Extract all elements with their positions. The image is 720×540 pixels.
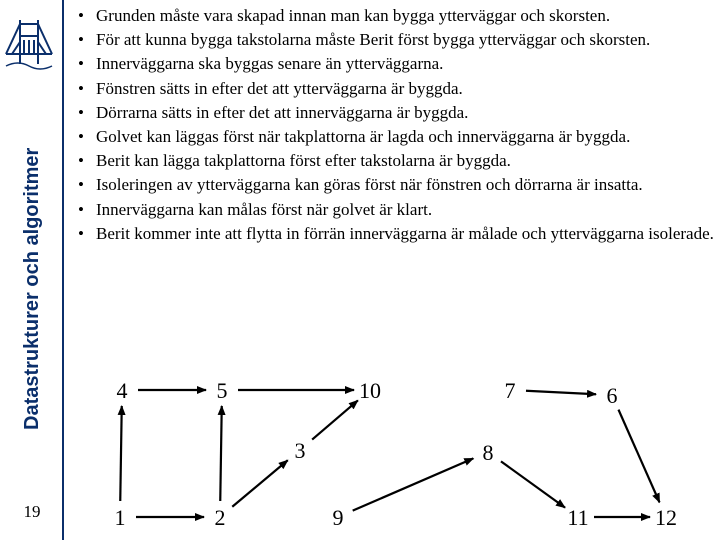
node-1: 1 — [114, 505, 126, 530]
edge-7-6 — [526, 391, 596, 394]
node-6: 6 — [606, 383, 618, 408]
node-10: 10 — [359, 378, 381, 403]
bullet-item: • Berit kommer inte att flytta in förrän innerväggarna är målade och ytterväggarna isolerade. — [74, 222, 714, 246]
node-5: 5 — [216, 378, 228, 403]
node-8: 8 — [482, 440, 494, 465]
bullet-item: • Dörrarna sätts in efter det att innerväggarna är byggda. — [74, 101, 714, 125]
bullet-item: • Berit kan lägga takplattorna först efter takstolarna är byggda. — [74, 149, 714, 173]
edge-6-12 — [618, 410, 659, 503]
node-2: 2 — [214, 505, 226, 530]
slide-number: 19 — [23, 502, 41, 521]
node-9: 9 — [332, 505, 344, 530]
bullet-item: • Innerväggarna kan målas först när golvet är klart. — [74, 198, 714, 222]
node-3: 3 — [294, 438, 306, 463]
bullet-item: • För att kunna bygga takstolarna måste Berit först bygga ytterväggar och skorsten. — [74, 28, 714, 52]
bullet-item: • Isoleringen av ytterväggarna kan göras först när fönstren och dörrarna är insatta. — [74, 173, 714, 197]
bullet-item: • Fönstren sätts in efter det att ytterväggarna är byggda. — [74, 77, 714, 101]
edge-2-5 — [220, 406, 221, 501]
edge-3-10 — [312, 400, 358, 439]
bullet-item: • Golvet kan läggas först när takplattorna är lagda och innerväggarna är byggda. — [74, 125, 714, 149]
bullet-item: • Innerväggarna ska byggas senare än ytterväggarna. — [74, 52, 714, 76]
node-7: 7 — [504, 378, 516, 403]
node-12: 12 — [655, 505, 677, 530]
bullet-item: • Grunden måste vara skapad innan man kan bygga ytterväggar och skorsten. — [74, 4, 714, 28]
node-11: 11 — [567, 505, 589, 530]
course-title: Datastrukturer och algoritmer — [21, 147, 43, 430]
edge-9-8 — [353, 458, 474, 510]
edge-1-4 — [120, 406, 121, 501]
node-4: 4 — [116, 378, 128, 403]
edge-8-11 — [501, 461, 565, 507]
edge-2-3 — [232, 460, 287, 506]
